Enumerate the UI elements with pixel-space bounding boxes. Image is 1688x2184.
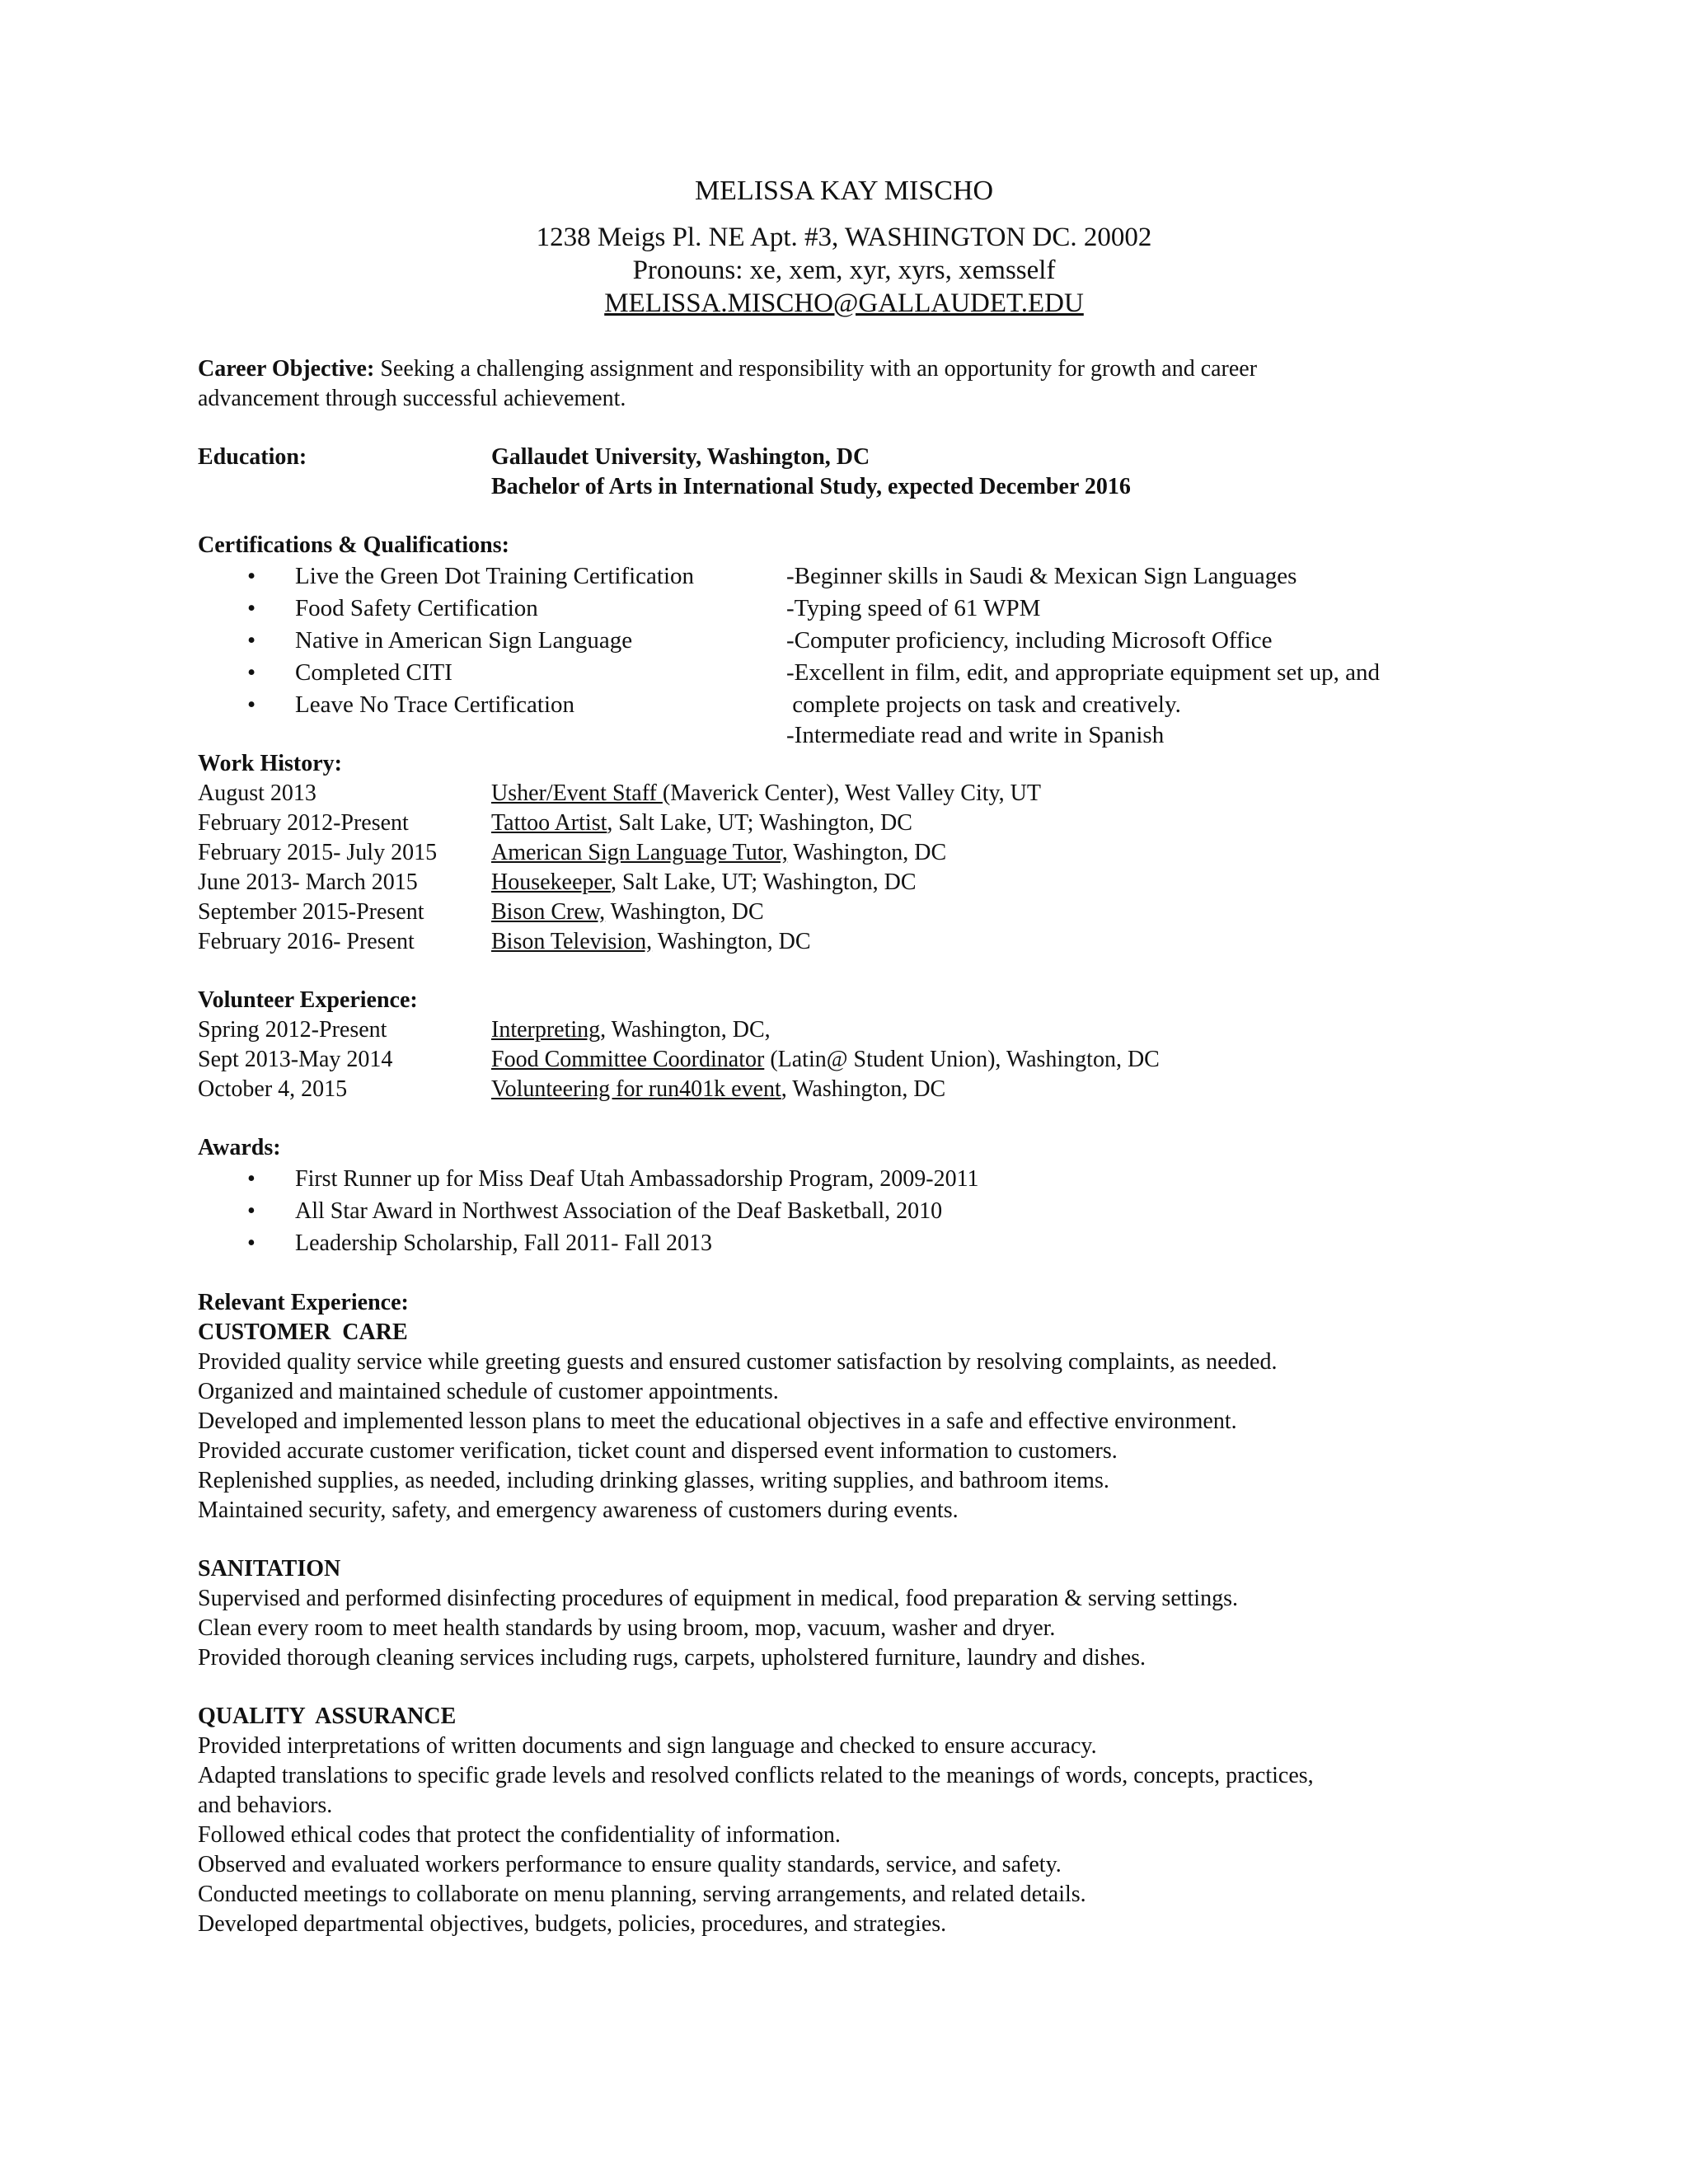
customer-care-block	[198, 1318, 1484, 1526]
list-item: Maintained security, safety, and emergency awareness of customers during events.	[198, 1497, 959, 1523]
volunteer-section	[198, 986, 1484, 1104]
list-item: • Completed CITI	[198, 657, 786, 689]
applicant-name: MELISSA KAY MISCHO	[694, 176, 994, 206]
bullet-icon: •	[247, 563, 256, 589]
list-item: • Leave No Trace Certification	[198, 689, 786, 721]
applicant-email-link[interactable]: MELISSA.MISCHO@GALLAUDET.EDU	[604, 288, 1084, 318]
table-row: Spring 2012-Present Interpreting, Washington, DC,	[198, 1017, 771, 1043]
quality-assurance-block	[198, 1702, 1484, 1939]
list-item: • All Star Award in Northwest Association of the Deaf Basketball, 2010	[198, 1195, 1484, 1227]
table-row: October 4, 2015 Volunteering for run401k event, Washington, DC	[198, 1076, 946, 1102]
applicant-address: 1238 Meigs Pl. NE Apt. #3, WASHINGTON DC. 20002	[536, 223, 1152, 252]
bullet-icon: •	[247, 1166, 256, 1192]
table-row: February 2016- Present Bison Television, Washington, DC	[198, 929, 811, 954]
certifications-section	[198, 531, 1484, 749]
table-row: February 2015- July 2015 American Sign Language Tutor, Washington, DC	[198, 840, 947, 865]
applicant-pronouns: Pronouns: xe, xem, xyr, xyrs, xemsself	[632, 255, 1056, 285]
customer-care-title: CUSTOMER CARE	[198, 1319, 408, 1345]
list-item: • Food Safety Certification	[198, 593, 786, 625]
table-row: August 2013 Usher/Event Staff (Maverick Center), West Valley City, UT	[198, 780, 1042, 806]
sanitation-block	[198, 1554, 1484, 1673]
list-item: Provided accurate customer verification, ticket count and dispersed event information to customers.	[198, 1438, 1118, 1464]
career-objective-section	[198, 354, 1484, 414]
list-item: Clean every room to meet health standards by using broom, mop, vacuum, washer and dryer.	[198, 1615, 1056, 1641]
table-row: September 2015-Present Bison Crew, Washington, DC	[198, 899, 764, 925]
bullet-icon: •	[247, 595, 256, 621]
table-row: February 2012-Present Tattoo Artist, Salt Lake, UT; Washington, DC	[198, 810, 912, 836]
bullet-icon: •	[247, 1198, 256, 1224]
bullet-icon: •	[247, 691, 256, 718]
resume-header	[0, 175, 1688, 320]
relevant-experience-heading: Relevant Experience:	[198, 1290, 409, 1315]
list-item: complete projects on task and creatively.	[786, 691, 1181, 718]
career-objective-label: Career Objective:	[198, 356, 375, 382]
list-item: Provided thorough cleaning services including rugs, carpets, upholstered furniture, laundry and dishes.	[198, 1645, 1146, 1671]
work-history-heading: Work History:	[198, 751, 342, 776]
volunteer-heading: Volunteer Experience:	[198, 987, 418, 1013]
list-item: • Native in American Sign Language	[198, 625, 786, 657]
table-row: Sept 2013-May 2014 Food Committee Coordinator (Latin@ Student Union), Washington, DC	[198, 1047, 1160, 1072]
awards-section	[198, 1133, 1484, 1259]
awards-heading: Awards:	[198, 1135, 281, 1160]
education-school: Gallaudet University, Washington, DC	[491, 444, 870, 470]
resume-body	[198, 354, 1484, 1939]
table-row: June 2013- March 2015 Housekeeper, Salt Lake, UT; Washington, DC	[198, 869, 917, 895]
list-item: Conducted meetings to collaborate on menu planning, serving arrangements, and related details.	[198, 1882, 1086, 1907]
career-objective-text-cont: advancement through successful achievement.	[198, 386, 626, 411]
list-item: • First Runner up for Miss Deaf Utah Ambassadorship Program, 2009-2011	[198, 1163, 1484, 1195]
certifications-list	[198, 560, 786, 749]
list-item: Provided quality service while greeting guests and ensured customer satisfaction by resolving complaints, as needed.	[198, 1349, 1278, 1375]
list-item: -Typing speed of 61 WPM	[786, 595, 1041, 621]
bullet-icon: •	[247, 659, 256, 686]
list-item: and behaviors.	[198, 1793, 333, 1818]
quality-assurance-title: QUALITY ASSURANCE	[198, 1704, 457, 1729]
education-section	[198, 443, 1484, 502]
list-item: Followed ethical codes that protect the confidentiality of information.	[198, 1822, 841, 1848]
career-objective-text: Seeking a challenging assignment and responsibility with an opportunity for growth and career	[374, 356, 1258, 382]
bullet-icon: •	[247, 1230, 256, 1256]
list-item: -Intermediate read and write in Spanish	[786, 722, 1165, 748]
list-item: • Leadership Scholarship, Fall 2011- Fall 2013	[198, 1227, 1484, 1259]
education-degree: Bachelor of Arts in International Study, expected December 2016	[491, 474, 1131, 499]
certifications-heading: Certifications & Qualifications:	[198, 532, 509, 558]
list-item: Supervised and performed disinfecting procedures of equipment in medical, food preparation & serving settings.	[198, 1586, 1238, 1611]
list-item: Observed and evaluated workers performance to ensure quality standards, service, and safety.	[198, 1852, 1062, 1877]
list-item: -Computer proficiency, including Microsoft Office	[786, 627, 1273, 654]
list-item: -Excellent in film, edit, and appropriate equipment set up, and	[786, 659, 1380, 686]
list-item: • Live the Green Dot Training Certification	[198, 560, 786, 593]
bullet-icon: •	[247, 627, 256, 654]
list-item: Developed departmental objectives, budgets, policies, procedures, and strategies.	[198, 1911, 947, 1937]
education-label: Education:	[198, 444, 307, 470]
list-item: -Beginner skills in Saudi & Mexican Sign Languages	[786, 563, 1297, 589]
list-item: Provided interpretations of written documents and sign language and checked to ensure accuracy.	[198, 1733, 1097, 1759]
list-item: Adapted translations to specific grade levels and resolved conflicts related to the meanings of words, concepts, practices,	[198, 1763, 1314, 1788]
list-item: Organized and maintained schedule of customer appointments.	[198, 1379, 779, 1404]
work-history-section	[198, 749, 1484, 957]
list-item: Developed and implemented lesson plans to meet the educational objectives in a safe and effective environment.	[198, 1408, 1237, 1434]
list-item: Replenished supplies, as needed, including drinking glasses, writing supplies, and bathroom items.	[198, 1468, 1109, 1493]
relevant-experience-section	[198, 1288, 1484, 1939]
qualifications-list	[786, 560, 1484, 749]
sanitation-title: SANITATION	[198, 1556, 341, 1582]
